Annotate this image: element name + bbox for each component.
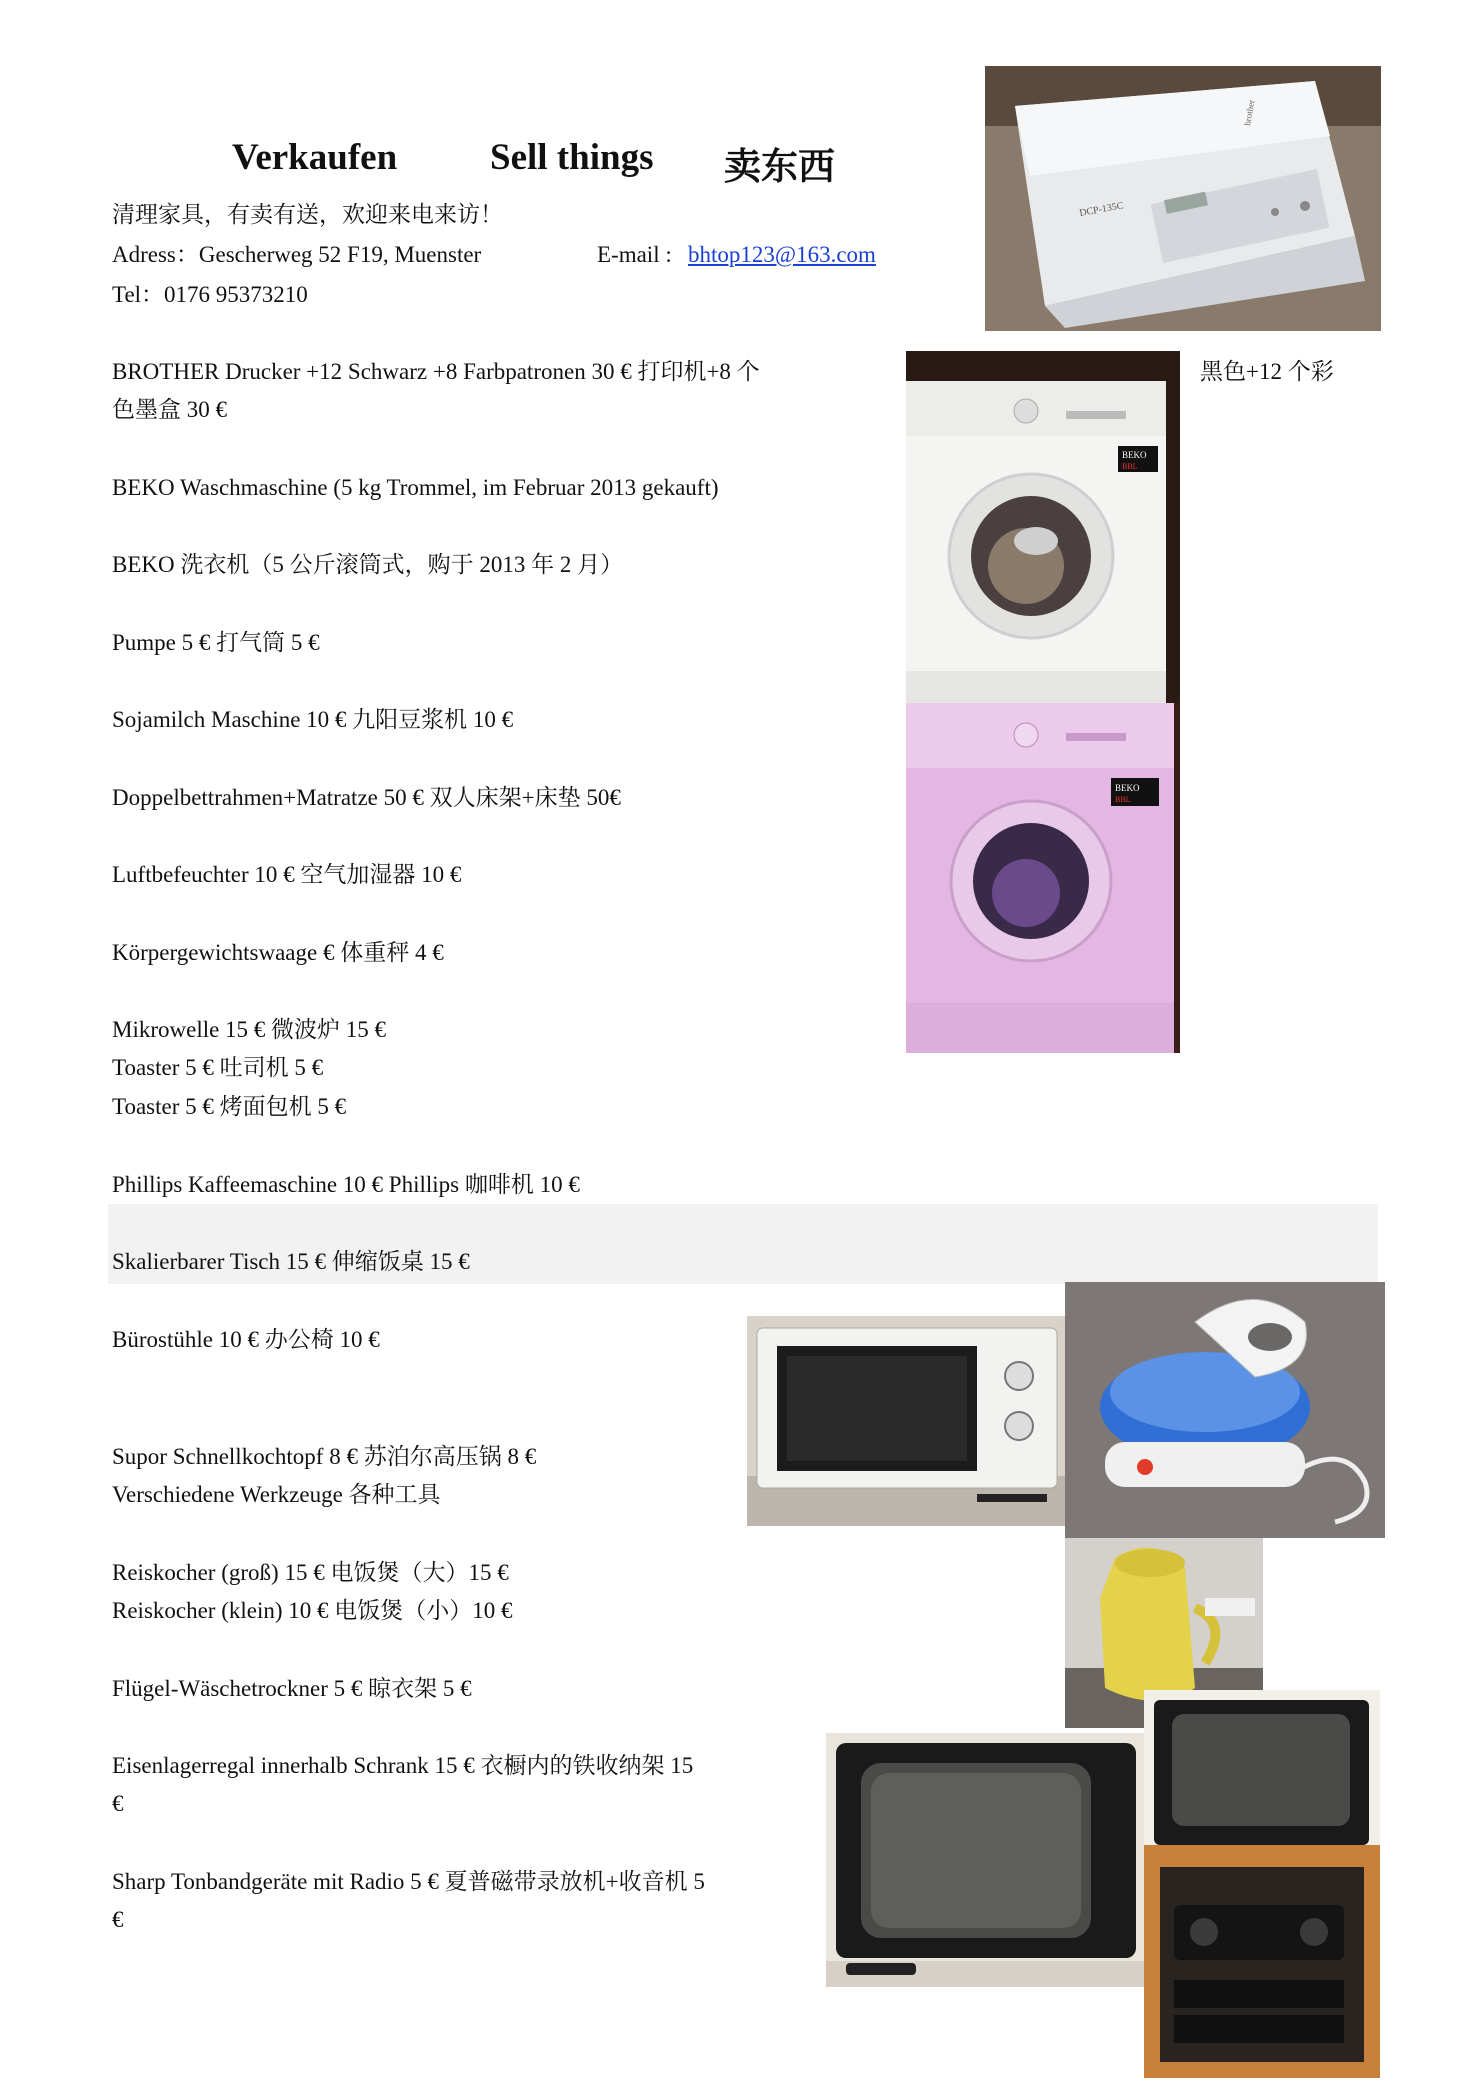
beko-logo-1: BEKO [1122,450,1147,460]
item-shelf-line2: € [112,1791,124,1816]
title-de: Verkaufen [232,137,398,178]
item-coffee: Phillips Kaffeemaschine 10 € Phillips 咖啡机 10 € [112,1172,580,1197]
microwave-photo [747,1316,1065,1526]
item-chairs: Bürostühle 10 € 办公椅 10 € [112,1327,380,1352]
address: Adress：Gescherweg 52 F19, Muenster [112,242,482,267]
intro-text: 清理家具，有卖有送，欢迎来电来访！ [112,202,503,227]
item-humidifier: Luftbefeuchter 10 € 空气加湿器 10 € [112,862,462,887]
item-scale: Körpergewichtswaage € 体重秤 4 € [112,940,444,965]
item-rice-big: Reiskocher (groß) 15 € 电饭煲（大）15 € [112,1560,509,1585]
item-washer-de: BEKO Waschmaschine (5 kg Trommel, im Februar 2013 gekauft) [112,475,719,500]
email-link[interactable]: bhtop123@163.com [688,242,876,267]
telephone: Tel：0176 95373210 [112,282,308,307]
item-table: Skalierbarer Tisch 15 € 伸缩饭桌 15 € [112,1249,470,1274]
item-printer-line1: BROTHER Drucker +12 Schwarz +8 Farbpatronen 30 € 打印机+8 个 [112,359,760,384]
item-toaster-2: Toaster 5 € 烤面包机 5 € [112,1094,347,1119]
beko-logo-2: BEKO [1115,783,1140,793]
item-printer-line2: 色墨盒 30 € [112,397,227,422]
printer-photo [985,66,1381,331]
title-zh: 卖东西 [724,147,835,188]
washer-photo-pink [906,703,1180,1053]
email-label: E-mail : [597,242,672,267]
title-en: Sell things [490,137,654,178]
item-toaster-1: Toaster 5 € 吐司机 5 € [112,1055,324,1080]
item-cooker: Supor Schnellkochtopf 8 € 苏泊尔高压锅 8 € [112,1444,537,1469]
item-printer-line1b: 黑色+12 个彩 [1200,359,1334,384]
washer-photo-white [906,351,1180,703]
item-dryer: Flügel-Wäschetrockner 5 € 晾衣架 5 € [112,1676,472,1701]
item-tools: Verschiedene Werkzeuge 各种工具 [112,1482,441,1507]
item-shelf-line1: Eisenlagerregal innerhalb Schrank 15 € 衣橱内的铁收纳架 15 [112,1753,694,1778]
item-soymilk: Sojamilch Maschine 10 € 九阳豆浆机 10 € [112,707,514,732]
item-washer-zh: BEKO 洗衣机（5 公斤滚筒式，购于 2013 年 2 月） [112,552,624,577]
item-microwave: Mikrowelle 15 € 微波炉 15 € [112,1017,387,1042]
item-radio-line2: € [112,1907,124,1932]
tv-stand-photo [1144,1690,1380,2078]
printer-brand-label: brother [1242,99,1257,127]
printer-model-label: DCP-135C [1078,200,1125,219]
item-rice-small: Reiskocher (klein) 10 € 电饭煲（小）10 € [112,1598,513,1623]
item-bed: Doppelbettrahmen+Matratze 50 € 双人床架+床垫 50€ [112,785,621,810]
item-radio-line1: Sharp Tonbandgeräte mit Radio 5 € 夏普磁带录放机+收音机 5 [112,1869,705,1894]
humidifier-photo [1065,1282,1385,1538]
tv-photo-large [826,1733,1144,1987]
beko-sub-1: BBL [1122,462,1138,471]
item-pump: Pumpe 5 € 打气筒 5 € [112,630,320,655]
beko-sub-2: BBL [1115,795,1131,804]
